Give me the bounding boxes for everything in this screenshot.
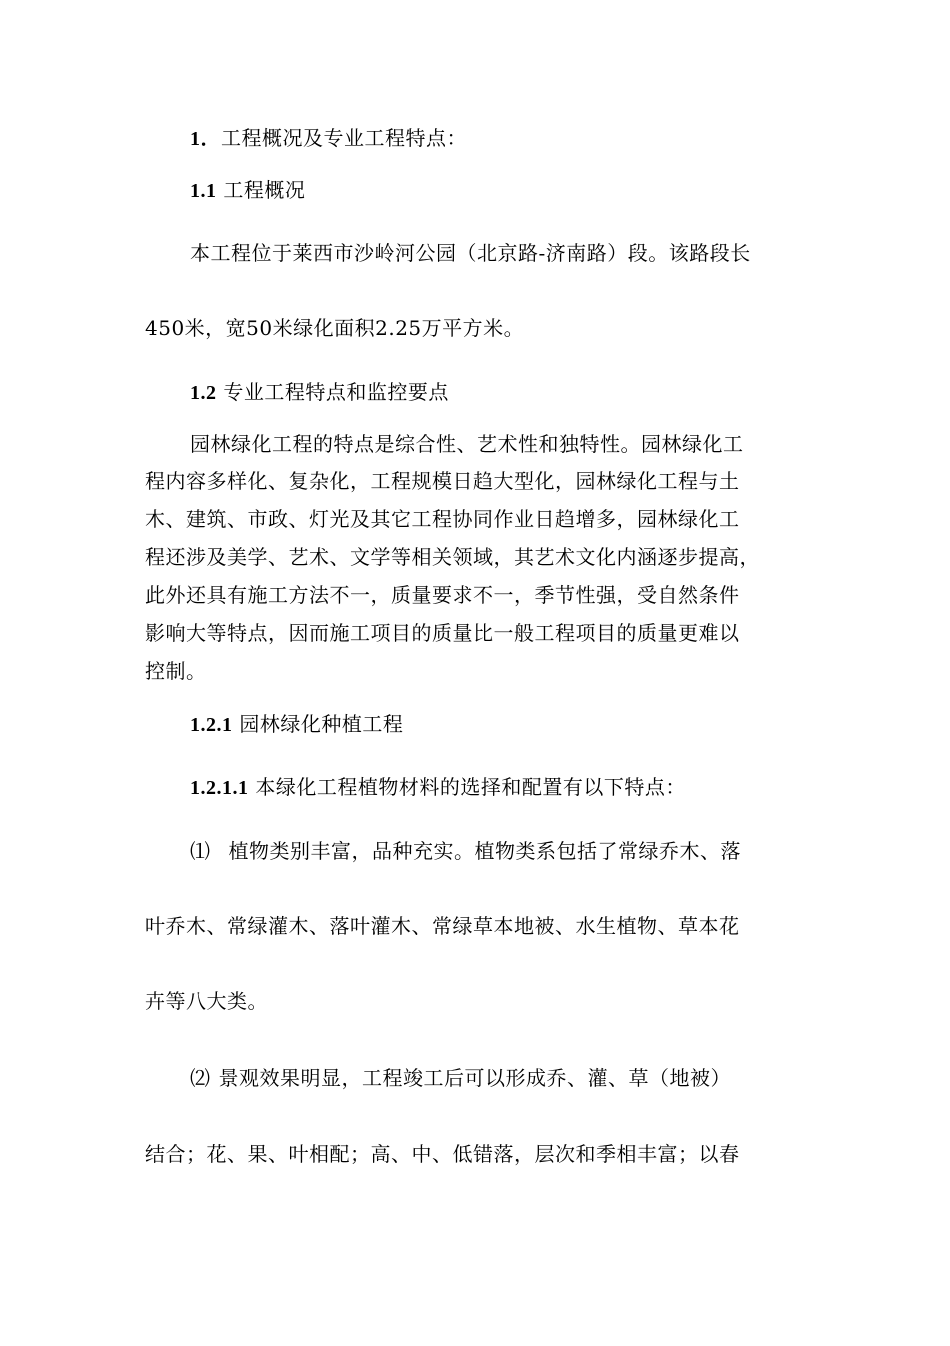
heading-1-2-1-1-number: 1.2.1.1: [190, 777, 249, 799]
features-line-7: 控制。: [145, 659, 207, 683]
features-line-4: 程还涉及美学、艺术、文学等相关领域，其艺术文化内涵逐步提高，: [145, 545, 760, 569]
features-line-2: 程内容多样化、复杂化，工程规模日趋大型化，园林绿化工程与土: [145, 469, 740, 493]
heading-1-2-title: 专业工程特点和监控要点: [223, 380, 449, 404]
features-line-5: 此外还具有施工方法不一，质量要求不一，季节性强，受自然条件: [145, 583, 740, 607]
heading-1-2-1-1: [190, 773, 686, 802]
item-2-line-1: [190, 1064, 731, 1092]
heading-1-2-number: 1.2: [190, 382, 217, 404]
heading-1-2-1-1-title: 本绿化工程植物材料的选择和配置有以下特点：: [255, 775, 686, 799]
item-1-line-1: [190, 837, 741, 865]
features-line-1: 园林绿化工程的特点是综合性、艺术性和独特性。园林绿化工: [190, 432, 744, 456]
item-2-text: 景观效果明显，工程竣工后可以形成乔、灌、草（地被）: [218, 1066, 731, 1090]
item-1-line-2: 叶乔木、常绿灌木、落叶灌木、常绿草本地被、水生植物、草本花: [145, 914, 740, 938]
heading-1-2-1-number: 1.2.1: [190, 714, 233, 736]
heading-1-number: 1．: [190, 128, 221, 150]
overview-line-2: 450米，宽50米绿化面积2.25万平方米。: [145, 316, 525, 340]
heading-1-2-1: [190, 710, 403, 739]
item-2-marker: ⑵: [190, 1066, 211, 1090]
heading-1: [190, 124, 467, 153]
heading-1-title: 工程概况及专业工程特点：: [221, 126, 467, 150]
features-line-6: 影响大等特点，因而施工项目的质量比一般工程项目的质量更难以: [145, 621, 740, 645]
heading-1-2: [190, 378, 449, 407]
item-1-marker: ⑴: [190, 839, 211, 863]
overview-line-1: 本工程位于莱西市沙岭河公园（北京路-济南路）段。该路段长: [190, 241, 751, 265]
heading-1-1-number: 1.1: [190, 180, 217, 202]
heading-1-1: [190, 176, 305, 205]
heading-1-2-1-title: 园林绿化种植工程: [239, 712, 404, 736]
item-2-line-2: 结合；花、果、叶相配；高、中、低错落，层次和季相丰富；以春: [145, 1142, 740, 1166]
features-line-3: 木、建筑、市政、灯光及其它工程协同作业日趋增多，园林绿化工: [145, 507, 740, 531]
item-1-line-3: 卉等八大类。: [145, 989, 268, 1013]
item-1-text: 植物类别丰富，品种充实。植物类系包括了常绿乔木、落: [228, 839, 741, 863]
heading-1-1-title: 工程概况: [223, 178, 306, 202]
